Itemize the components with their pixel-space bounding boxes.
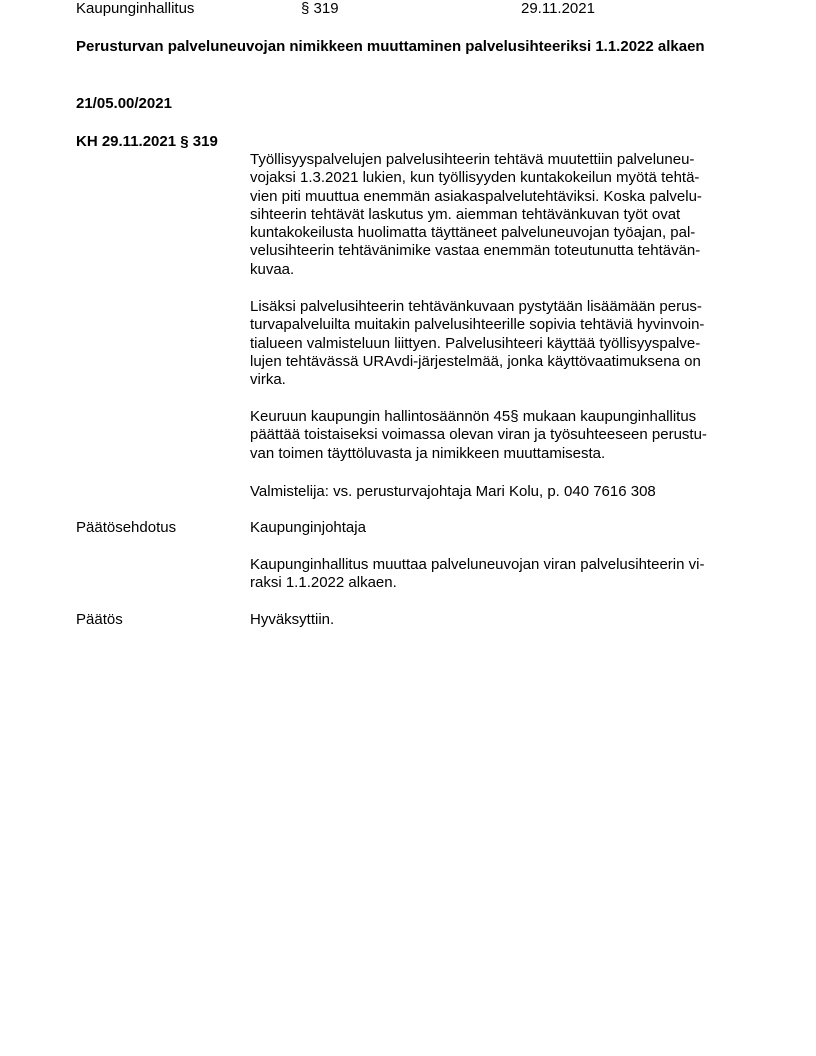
text-line: lujen tehtävässä URAvdi-järjestelmää, jonka käyttövaatimuksena on	[250, 352, 701, 370]
paragraph-additional-tasks	[250, 298, 740, 389]
text-line: Lisäksi palvelusihteerin tehtävänkuvaan pystytään lisäämään perus-	[250, 298, 702, 315]
text-line: virka.	[250, 371, 286, 389]
text-line: Työllisyyspalvelujen palvelusihteerin tehtävä muutettiin palveluneu-	[250, 151, 695, 168]
document-header	[76, 0, 776, 20]
header-body-name: Kaupunginhallitus	[76, 0, 195, 17]
diary-reference: 21/05.00/2021	[76, 95, 172, 112]
decision-label: Päätös	[76, 611, 123, 628]
paragraph-regulation	[250, 408, 740, 463]
header-section-number: § 319	[301, 0, 339, 17]
proposal-text	[250, 556, 740, 593]
text-line: Keuruun kaupungin hallintosäännön 45§ mukaan kaupunginhallitus	[250, 408, 697, 425]
text-line: Kaupunginhallitus muuttaa palveluneuvojan viran palvelusihteerin vi-	[250, 556, 705, 573]
text-line: kuvaa.	[250, 260, 295, 278]
text-line: turvapalveluilta muitakin palvelusihteerille sopivia tehtäviä hyvinvoin-	[250, 316, 705, 334]
text-line: tialueen valmisteluun liittyen. Palvelusihteeri käyttää työllisyyspalve-	[250, 334, 701, 352]
paragraph-background	[250, 151, 740, 279]
text-line: vojaksi 1.3.2021 lukien, kun työllisyyden kuntakokeilun myötä tehtä-	[250, 169, 700, 187]
text-line: sihteerin tehtävät laskutus ym. aiemman tehtävänkuvan työt ovat	[250, 205, 681, 223]
text-line: raksi 1.1.2022 alkaen.	[250, 574, 397, 592]
meeting-label: KH 29.11.2021 § 319	[76, 133, 218, 150]
preparer-line: Valmistelija: vs. perusturvajohtaja Mari Kolu, p. 040 7616 308	[250, 483, 656, 500]
text-line: van toimen täyttöluvasta ja nimikkeen muuttamisesta.	[250, 444, 606, 462]
text-line: kuntakokeilusta huolimatta täyttäneet palveluneuvojan työajan, pal-	[250, 224, 696, 242]
text-line: vien piti muuttua enemmän asiakaspalvelutehtäviksi. Koska palvelu-	[250, 187, 702, 205]
proposal-label: Päätösehdotus	[76, 519, 177, 536]
header-date: 29.11.2021	[521, 0, 595, 17]
proposal-presenter: Kaupunginjohtaja	[250, 519, 366, 536]
text-line: velusihteerin tehtävänimike vastaa enemmän toteutunutta tehtävän-	[250, 242, 701, 260]
text-line: päättää toistaiseksi voimassa olevan viran ja työsuhteeseen perustu-	[250, 426, 707, 444]
decision-value: Hyväksyttiin.	[250, 611, 335, 628]
document-title: Perusturvan palveluneuvojan nimikkeen muuttaminen palvelusihteeriksi 1.1.2022 alkaen	[76, 38, 705, 55]
